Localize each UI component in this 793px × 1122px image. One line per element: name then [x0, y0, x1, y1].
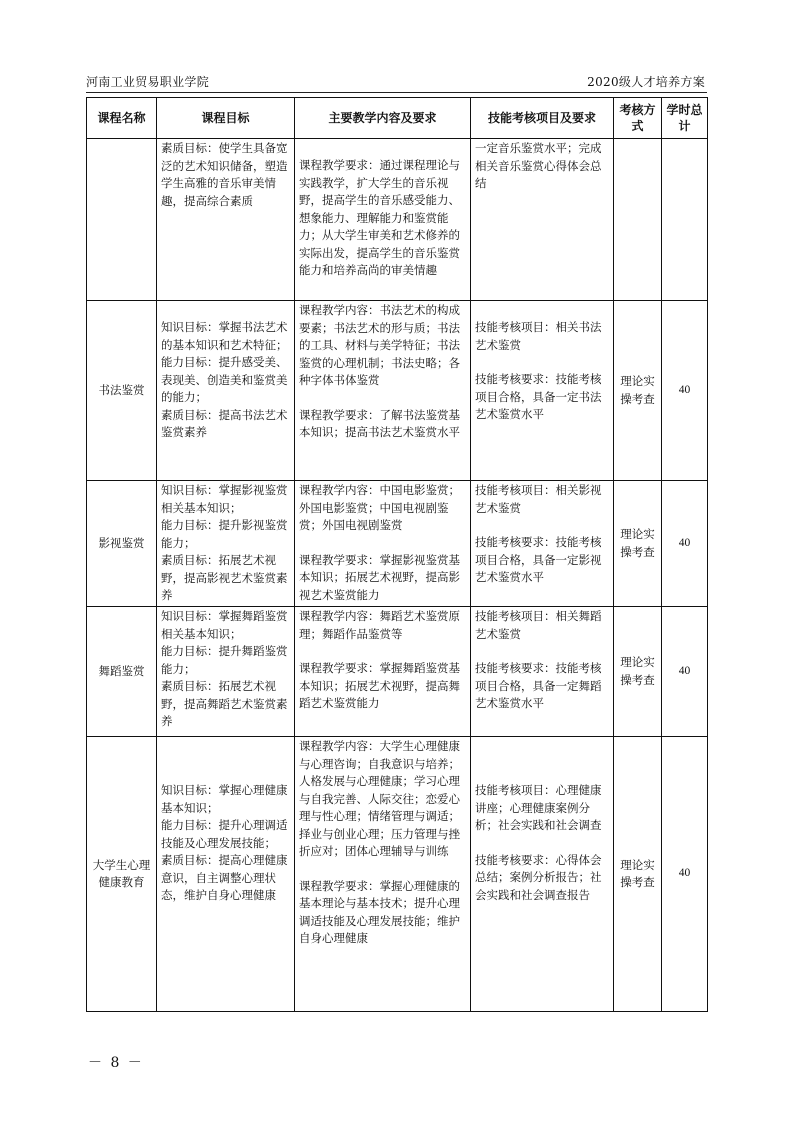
skills-gap: [475, 643, 609, 660]
skills-cell: [471, 301, 614, 481]
goal-text: 能力目标：提升心理调适技能及心理发展技能；: [161, 818, 288, 850]
goal-text: 能力目标：提升舞蹈鉴赏能力；: [161, 644, 288, 676]
skills-spacer: [475, 302, 609, 319]
table-row: [87, 301, 708, 481]
col-header-method: 考核方式: [614, 98, 662, 139]
hours-cell: 40: [662, 481, 708, 607]
header-school-name: 河南工业贸易职业学院: [86, 75, 210, 89]
method-cell: 理论实操考查: [614, 481, 662, 607]
goal-text: 素质目标：使学生具备宽泛的艺术知识储备，塑造学生高雅的音乐审美情趣，提高综合素质: [161, 141, 288, 208]
course-name-cell: [87, 139, 157, 301]
content-gap: [299, 861, 466, 878]
skills-requirement: 技能考核要求：心得体会总结；案例分析报告；社会实践和社会调查报告: [475, 852, 602, 902]
course-name-cell: 书法鉴赏: [87, 301, 157, 481]
hours-cell: 40: [662, 737, 708, 1012]
skills-item: 技能考核项目：心理健康讲座；心理健康案例分析；社会实践和社会调查: [475, 783, 602, 832]
goals-cell: [157, 481, 295, 607]
goal-text: 知识目标：掌握书法艺术的基本知识和艺术特征；能力目标：提升感受美、表现美、创造美和鉴赏美的能力；: [161, 320, 288, 404]
goals-cell: [157, 301, 295, 481]
content-text: 课程教学内容：书法艺术的构成要素；书法艺术的形与质；书法的工具、材料与美学特征；书法鉴赏的心理机制；书法史略；各种字体书体鉴赏: [299, 303, 460, 387]
col-header-content: 主要教学内容及要求: [295, 98, 471, 139]
skills-item: 技能考核项目：相关书法艺术鉴赏: [475, 320, 602, 352]
goal-spacer: [161, 738, 290, 782]
skills-gap: [475, 354, 609, 371]
content-requirement: 课程教学要求：了解书法鉴赏基本知识；提高书法艺术鉴赏水平: [299, 407, 460, 439]
header-plan-title: 2020级人才培养方案: [587, 75, 705, 89]
skills-gap: [475, 835, 609, 852]
skills-spacer: [475, 738, 609, 782]
goal-text: 知识目标：掌握舞蹈鉴赏相关基本知识；: [161, 609, 288, 641]
content-cell: [295, 301, 471, 481]
method-cell: 理论实操考查: [614, 737, 662, 1012]
content-cell: [295, 607, 471, 737]
skills-item: 技能考核项目：相关影视艺术鉴赏: [475, 483, 602, 515]
col-header-course-goals: 课程目标: [157, 98, 295, 139]
method-cell: [614, 139, 662, 301]
content-requirement: 课程教学要求：掌握舞蹈鉴赏基本知识；拓展艺术视野，提高舞蹈艺术鉴赏能力: [299, 661, 460, 710]
skills-cell: [471, 481, 614, 607]
table-row: [87, 607, 708, 737]
content-cell: [295, 481, 471, 607]
content-cell: [295, 139, 471, 301]
content-gap: [299, 390, 466, 407]
goal-text: 素质目标：提高心理健康意识，自主调整心理状态，维护自身心理健康: [161, 853, 288, 902]
course-name-cell: 影视鉴赏: [87, 481, 157, 607]
method-cell: 理论实操考查: [614, 607, 662, 737]
col-header-skills: 技能考核项目及要求: [471, 98, 614, 139]
course-name-cell: 大学生心理健康教育: [87, 737, 157, 1012]
course-table: [86, 97, 708, 1012]
hours-cell: 40: [662, 607, 708, 737]
table-header-row: [87, 98, 708, 139]
goals-cell: [157, 737, 295, 1012]
goals-cell: [157, 139, 295, 301]
content-gap: [299, 643, 466, 660]
skills-requirement: 技能考核要求：技能考核项目合格，具备一定书法艺术鉴赏水平: [475, 372, 602, 421]
hours-cell: [662, 139, 708, 301]
course-name-cell: 舞蹈鉴赏: [87, 607, 157, 737]
header-rule: [86, 92, 707, 93]
page-number: － 8 －: [88, 1055, 144, 1071]
col-header-hours: 学时总计: [662, 98, 708, 139]
goal-spacer: [161, 302, 290, 319]
skills-cell: [471, 607, 614, 737]
skills-requirement: 技能考核要求：技能考核项目合格，具备一定舞蹈艺术鉴赏水平: [475, 661, 602, 710]
content-requirement: 课程教学要求：掌握心理健康的基本理论与基本技术；提升心理调适技能及心理发展技能；维护自身心理健康: [299, 878, 460, 945]
skills-cell: [471, 737, 614, 1012]
goal-text: 素质目标：拓展艺术视野，提高影视艺术鉴赏素养: [161, 553, 288, 602]
content-requirement: 课程教学要求：掌握影视鉴赏基本知识；拓展艺术视野，提高影视艺术鉴赏能力: [299, 552, 460, 602]
goal-text: 知识目标：掌握影视鉴赏相关基本知识；: [161, 483, 288, 515]
content-text: 课程教学内容：中国电影鉴赏；外国电影鉴赏；中国电视剧鉴赏；外国电视剧鉴赏: [299, 483, 460, 532]
skills-item: 技能考核项目：相关舞蹈艺术鉴赏: [475, 609, 602, 641]
content-gap: [299, 535, 466, 552]
table-row: [87, 139, 708, 301]
goal-text: 知识目标：掌握心理健康基本知识；: [161, 783, 288, 815]
content-cell: [295, 737, 471, 1012]
goals-cell: [157, 607, 295, 737]
content-text: 课程教学内容：大学生心理健康与心理咨询；自我意识与培养；人格发展与心理健康；学习心理与自我完善、人际交往；恋爱心理与性心理；情绪管理与调适；择业与创业心理；压力管理与挫折应对；团体心理辅导与训练: [299, 739, 460, 858]
skills-requirement: 技能考核要求：技能考核项目合格，具备一定影视艺术鉴赏水平: [475, 535, 602, 584]
method-cell: 理论实操考查: [614, 301, 662, 481]
table-row: [87, 481, 708, 607]
content-requirement: 课程教学要求：通过课程理论与实践教学，扩大学生的音乐视野，提高学生的音乐感受能力、想象能力、理解能力和鉴赏能力；从大学生审美和艺术修养的实际出发，提高学生的音乐鉴赏能力和培养高尚的审美情趣: [299, 158, 460, 277]
goal-text: 素质目标：提高书法艺术鉴赏素养: [161, 407, 288, 439]
hours-cell: 40: [662, 301, 708, 481]
content-spacer: [299, 140, 466, 157]
content-text: 课程教学内容：舞蹈艺术鉴赏原理；舞蹈作品鉴赏等: [299, 609, 460, 641]
skills-text: 一定音乐鉴赏水平；完成相关音乐鉴赏心得体会总结: [475, 141, 602, 190]
table-row: [87, 737, 708, 1012]
goal-text: 能力目标：提升影视鉴赏能力；: [161, 518, 288, 550]
skills-gap: [475, 517, 609, 534]
skills-cell: [471, 139, 614, 301]
goal-text: 素质目标：拓展艺术视野，提高舞蹈艺术鉴赏素养: [161, 679, 288, 728]
col-header-course-name: 课程名称: [87, 98, 157, 139]
